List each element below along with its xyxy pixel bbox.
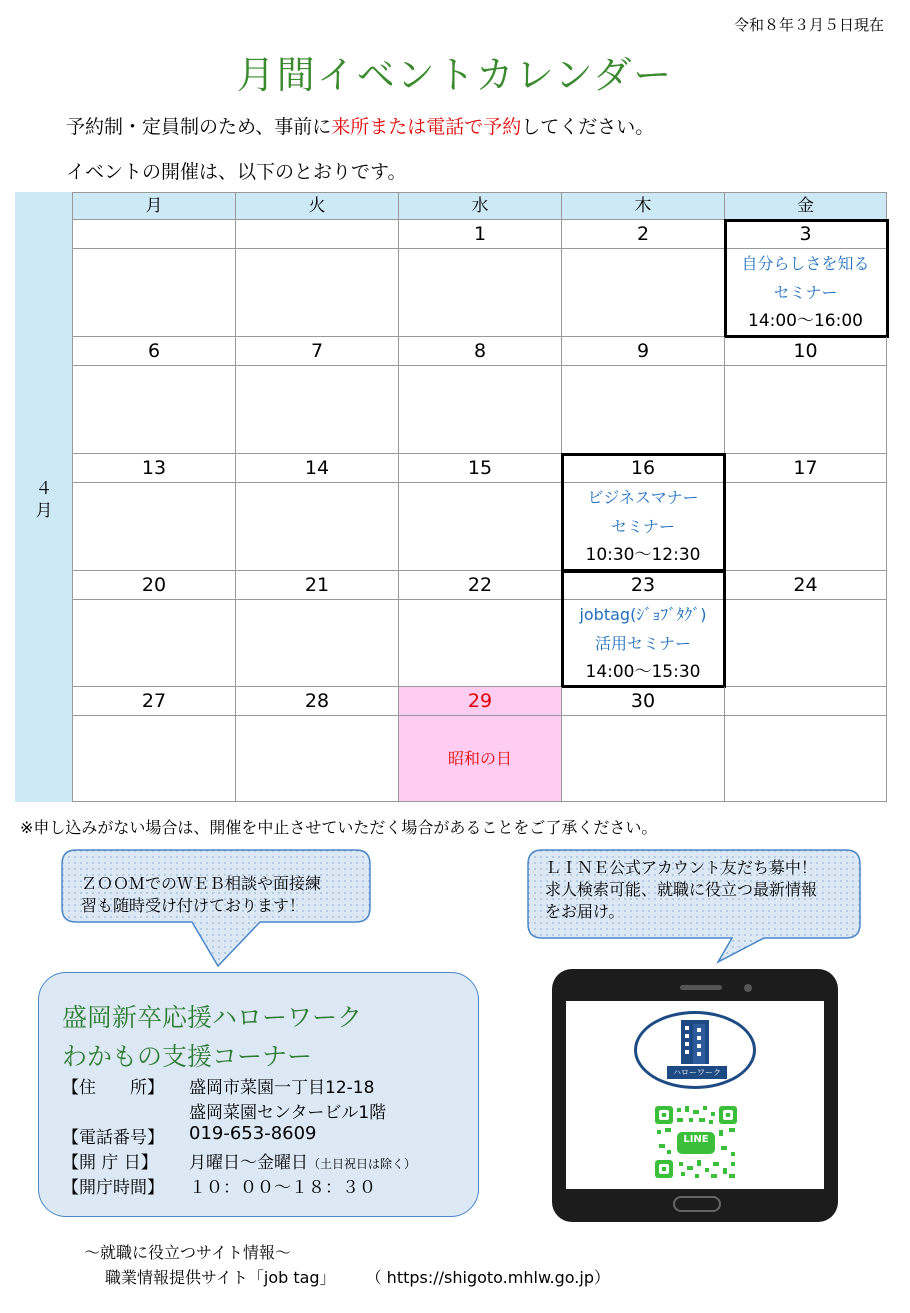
day-body [73,366,236,454]
line-line2: 求人検索可能、就職に役立つ最新情報 [545,880,818,899]
phone-speaker [680,985,722,990]
date-cell: 15 [399,454,562,483]
event-title: jobtag(ｼﾞｮﾌﾞﾀｸﾞ) [579,605,707,624]
event-subtitle: 活用セミナー [594,634,691,653]
day-body [399,249,562,337]
zoom-line2: 習も随時受け付けております！ [81,896,306,915]
date-cell-holiday: 29 [399,687,562,716]
date-cell [73,220,236,249]
day-body [73,600,236,687]
day-body [562,366,725,454]
month-label [15,478,73,522]
intro-pre: 予約制・定員制のため、事前に [66,116,332,138]
intro-highlight: 来所または電話で予約 [331,116,522,138]
weekday-header-wed: 水 [399,193,562,220]
zoom-bubble-text [81,873,371,917]
site-label: 職業情報提供サイト「job tag」 [105,1268,336,1287]
date-cell: 24 [725,571,887,600]
intro-schedule-text: イベントの開催は、以下のとおりです。 [66,161,407,183]
day-body [562,249,725,337]
date-cell: 22 [399,571,562,600]
hellowork-logo [634,1011,756,1089]
office-name: 盛岡新卒応援ハローワーク [62,1003,363,1032]
open-days-label: 【開 庁 日】 [62,1153,158,1173]
date-cell: 10 [725,337,887,366]
day-body [73,249,236,337]
day-body [236,483,399,571]
cancellation-note: ※申し込みがない場合は、開催を中止させていただく場合があることをご了承ください。 [20,818,658,837]
date-cell [725,687,887,716]
day-body [562,716,725,802]
day-body [399,600,562,687]
qr-line-label: LINE [683,1134,709,1145]
open-days-value: 月曜日～金曜日 [189,1153,308,1173]
date-cell: 28 [236,687,399,716]
day-body [399,366,562,454]
event-time: 14:00～15:30 [585,662,701,682]
zoom-line1: ＺＯＯＭでのＷＥＢ相談や面接練 [81,874,322,893]
event-subtitle: セミナー [610,517,675,536]
open-hours-label: 【開庁時間】 [62,1178,164,1198]
site-url-link[interactable]: （ https://shigoto.mhlw.go.jp） [365,1268,610,1287]
month-char: 月 [35,501,53,521]
date-cell: 6 [73,337,236,366]
date-cell: 2 [562,220,725,249]
event-highlight-frame [561,453,726,572]
date-cell: 9 [562,337,725,366]
event-title: 自分らしさを知る [741,254,870,273]
weekday-header-fri: 金 [725,193,887,220]
open-days-note: （土日祝日は除く） [308,1157,417,1171]
site-info-heading: ～就職に役立つサイト情報～ [84,1243,291,1262]
date-cell: 21 [236,571,399,600]
day-body [73,716,236,802]
phone-home-button [673,1196,721,1212]
day-body [236,716,399,802]
event-highlight-frame [561,570,726,688]
day-body [725,483,887,571]
date-cell: 20 [73,571,236,600]
address-line2: 盛岡菜園センタービル1階 [189,1103,387,1123]
line-line3: をお届け。 [545,902,625,921]
weekday-header-mon: 月 [73,193,236,220]
phone-number: 019-653-8609 [189,1123,317,1144]
address-line1: 盛岡市菜園一丁目12-18 [189,1078,375,1098]
event-subtitle: セミナー [773,283,838,302]
date-cell: 1 [399,220,562,249]
address-label: 【住 所】 [62,1078,164,1098]
weekday-header-thu: 木 [562,193,725,220]
open-hours: １０：００～１８：３０ [189,1178,376,1198]
hellowork-label: ハローワーク [673,1068,721,1077]
date-cell: 16 [562,454,725,483]
day-body [725,366,887,454]
day-body [725,716,887,802]
date-cell: 14 [236,454,399,483]
date-cell: 17 [725,454,887,483]
day-body [399,483,562,571]
day-body [236,366,399,454]
line-line1: ＬＩＮＥ公式アカウント友だち募中！ [545,858,817,877]
as-of-date: 令和８年３月５日現在 [733,16,884,34]
date-cell: 27 [73,687,236,716]
site-info-line [105,1265,610,1288]
month-number: ４ [35,479,53,499]
line-bubble-text [545,857,855,923]
date-cell: 23 [562,571,725,600]
day-body [725,600,887,687]
date-cell: 8 [399,337,562,366]
date-cell: 7 [236,337,399,366]
date-cell [236,220,399,249]
phone-camera [744,984,752,992]
date-cell: 30 [562,687,725,716]
weekday-header-tue: 火 [236,193,399,220]
day-body [236,249,399,337]
event-highlight-frame [724,219,889,338]
holiday-apr29: 昭和の日 [399,716,562,802]
intro-post: してください。 [521,116,655,138]
event-time: 10:30～12:30 [585,545,701,565]
open-days [189,1148,416,1173]
office-corner-name: わかもの支援コーナー [62,1042,313,1071]
event-title: ビジネスマナー [587,488,699,507]
day-body [236,600,399,687]
page-title: 月間イベントカレンダー [236,53,674,97]
event-time: 14:00～16:00 [748,311,863,331]
date-cell: 13 [73,454,236,483]
day-body [73,483,236,571]
phone-label: 【電話番号】 [62,1128,164,1148]
intro-reservation-text [66,112,654,139]
date-cell: 3 [725,220,887,249]
